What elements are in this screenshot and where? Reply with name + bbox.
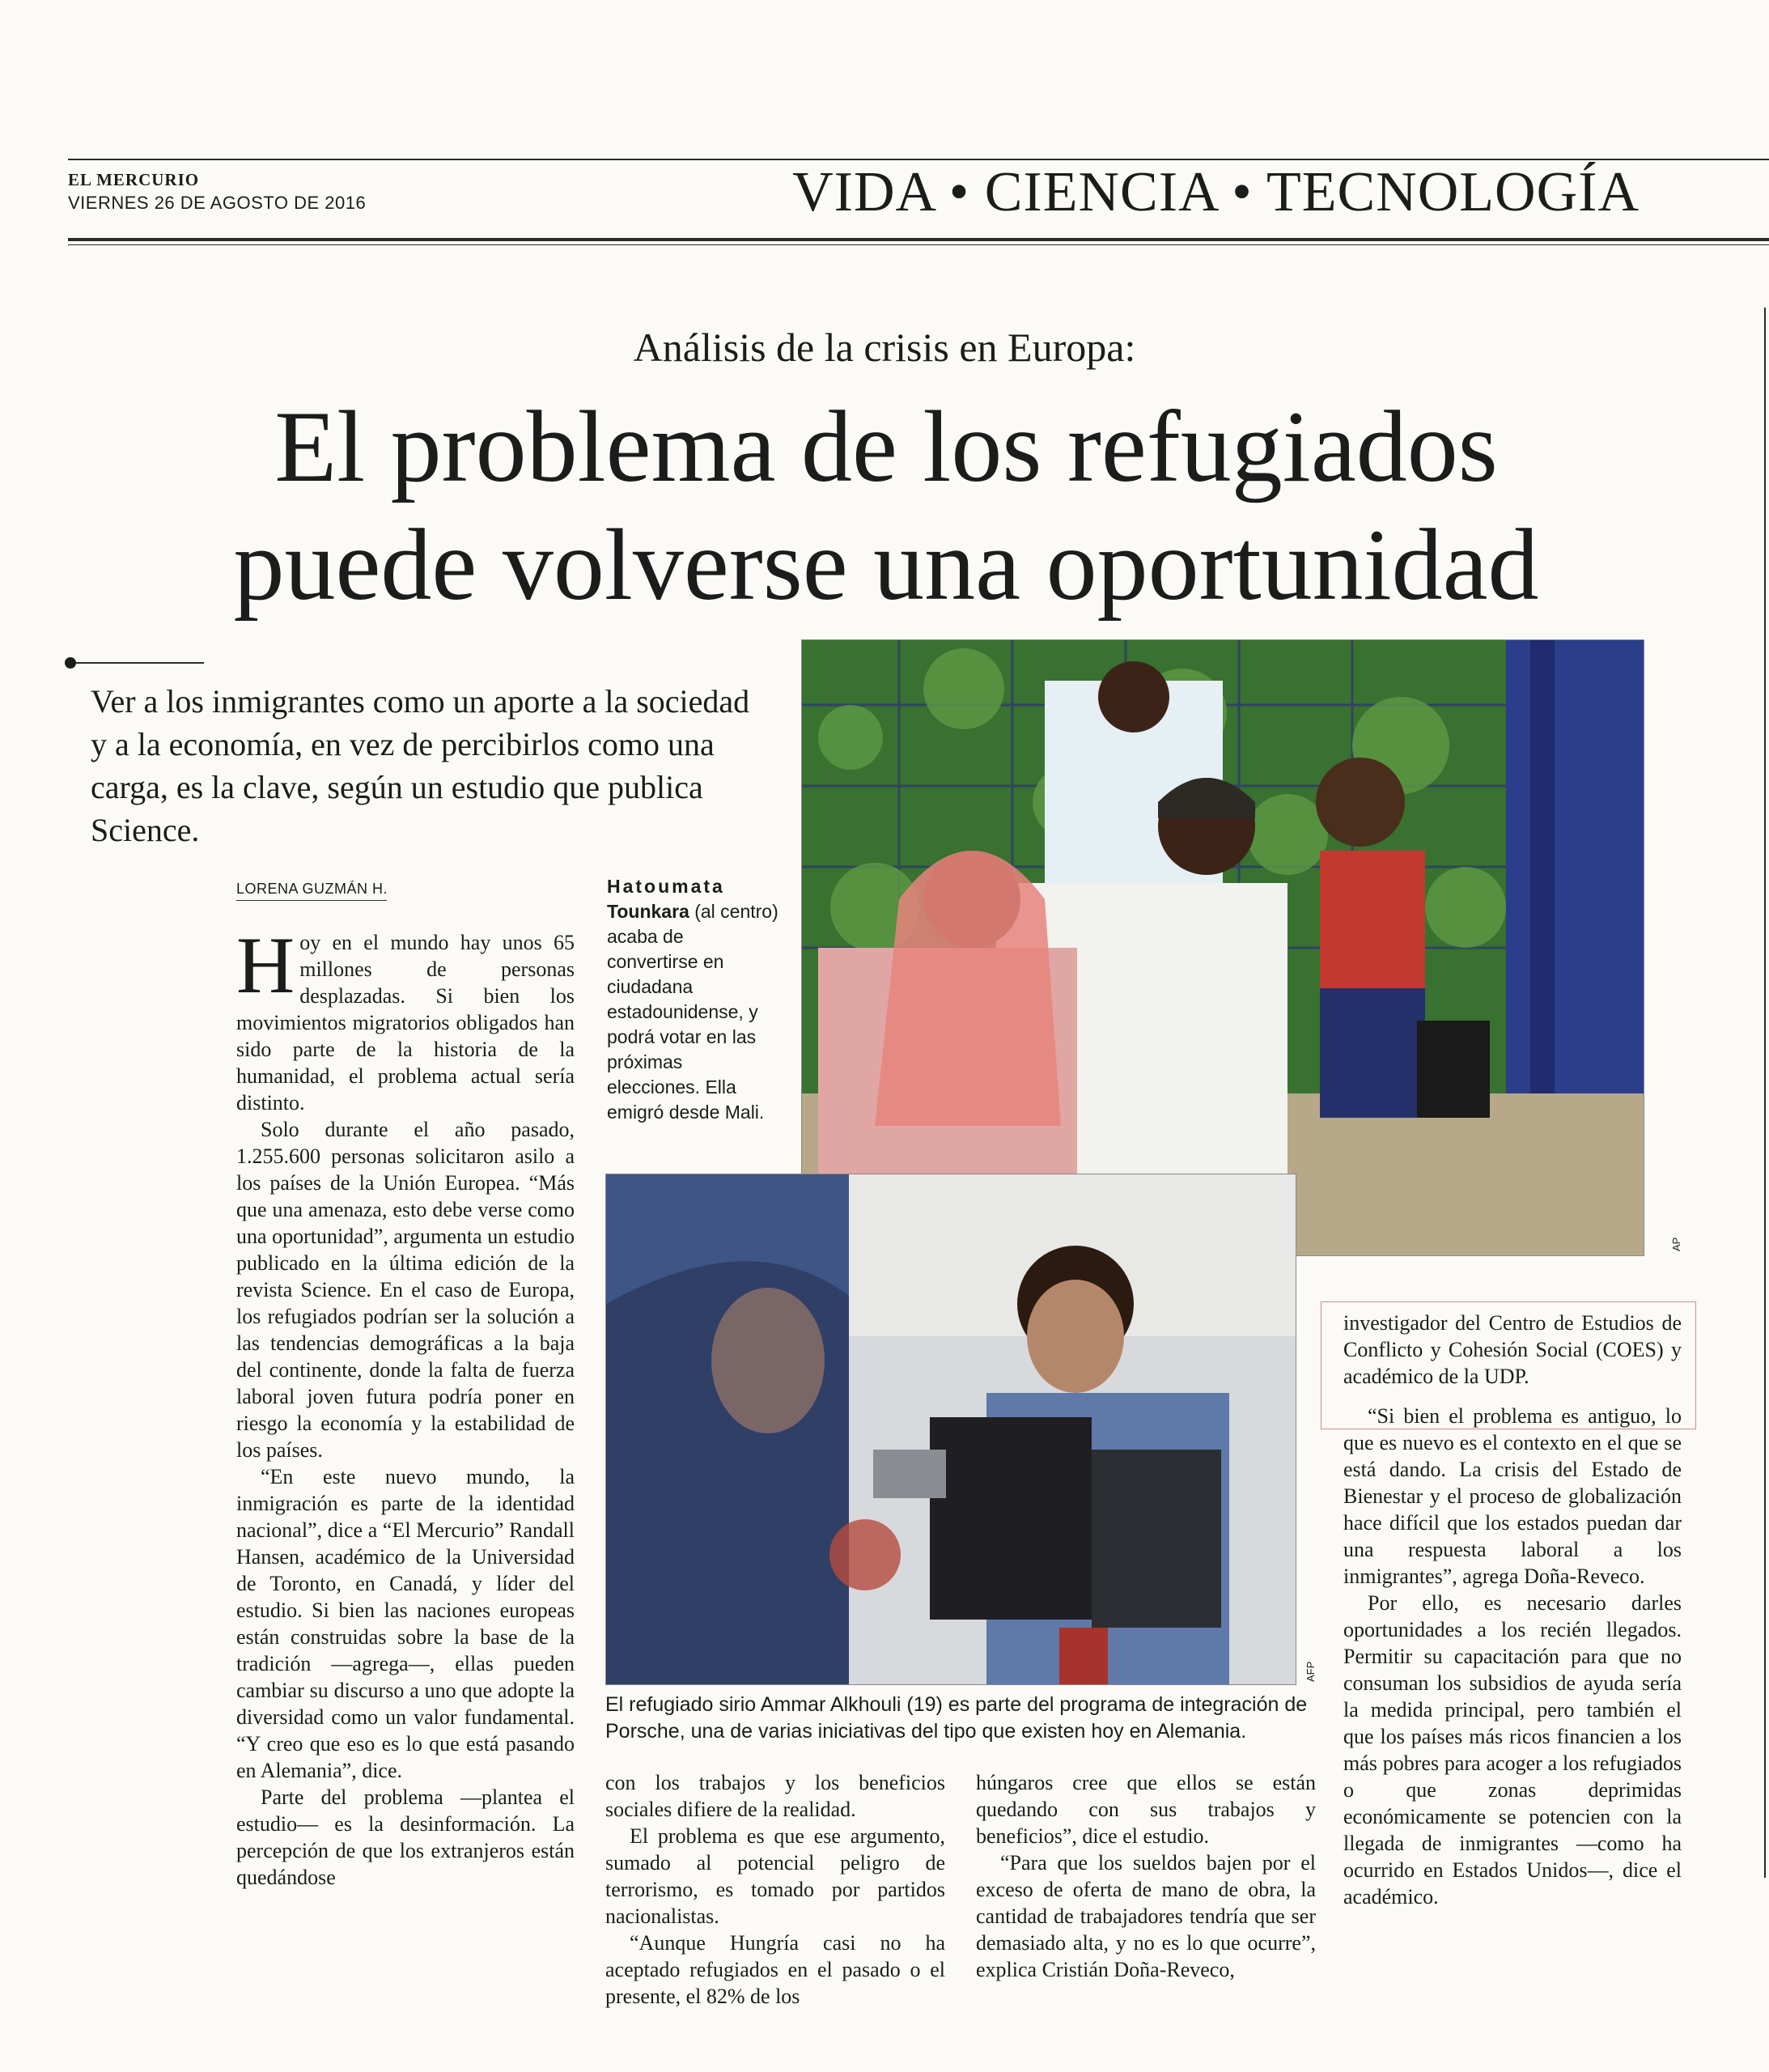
photo-family-image: [802, 640, 1644, 1255]
headline: [65, 388, 1707, 625]
paragraph-4: Parte del problema —plantea el estudio— es la desinformación. La percepción de que los extranjeros están quedándose: [236, 1785, 575, 1889]
photo-2-credit: AFP: [1304, 1661, 1317, 1682]
kicker: Análisis de la crisis en Europa:: [633, 325, 1136, 370]
photo-1-credit: AP: [1670, 1237, 1682, 1251]
paragraph-3: “En este nuevo mundo, la inmigración es parte de la identidad nacional”, dice a “El Mercurio” Randall Hansen, académico de la Universidad de Toronto, en Canadá, y líder del estudio. Si bien las naciones europeas están construidas sobre la base de la tradición —agrega—, ellas pueden cambiar su discurso a uno que adopte la diversidad como un valor fundamental. “Y creo que eso es lo que está pasando en Alemania”, dice.: [236, 1465, 575, 1782]
byline: LORENA GUZMÁN H.: [236, 881, 388, 897]
column-3: [976, 1769, 1316, 1983]
col2-paragraph-1: con los trabajos y los beneficios sociales difiere de la realidad.: [605, 1771, 945, 1821]
lede-rule: [76, 662, 204, 664]
col3-paragraph-1: húngaros cree que ellos se están quedando con sus trabajos y beneficios”, dice el estudio.: [976, 1771, 1316, 1848]
caption-text: (al centro) acaba de convertirse en ciudadana estadounidense, y podrá votar en las próximas elecciones. Ella emigró desde Mali.: [607, 901, 778, 1123]
edition-date: VIERNES 26 DE AGOSTO DE 2016: [68, 193, 367, 213]
paragraph-2: Solo durante el año pasado, 1.255.600 personas solicitaron asilo a los países de la Unión Europea. “Más que una amenaza, esto debe verse como una oportunidad”, argumenta un estudio publicado en la última edición de la revista Science. En el caso de Europa, los refugiados podrían ser la solución a las tendencias demográficas a la baja del continente, donde la falta de fuerza laboral joven futura podría poner en riesgo la economía y la estabilidad de los países.: [236, 1118, 575, 1462]
photo-2-caption: El refugiado sirio Ammar Alkhouli (19) es parte del programa de integración de Porsche, una de varias iniciativas del tipo que existen hoy en Alemania.: [605, 1693, 1308, 1743]
photo-workshop: [605, 1174, 1296, 1685]
caption-name-first: Hatoumata: [607, 876, 725, 897]
paragraph-1: [236, 920, 575, 1116]
headline-line-1: El problema de los refugiados: [274, 391, 1498, 503]
masthead-rule-thick: [68, 238, 1769, 241]
column-2: [605, 1769, 945, 2010]
col2-paragraph-2: El problema es que ese argumento, sumado al potencial peligro de terrorismo, es tomado por partidos nacionalistas.: [605, 1824, 945, 1928]
section-title: VIDA • CIENCIA • TECNOLOGÍA: [792, 161, 1640, 223]
bullet-dot: [65, 657, 76, 669]
column-4: [1343, 1310, 1682, 1910]
column-1: [236, 920, 575, 1891]
right-margin-rule: [1764, 308, 1766, 1878]
byline-rule: [236, 900, 387, 901]
col4-boxed-paragraph: investigador del Centro de Estudios de Conflicto y Cohesión Social (COES) y académico de la UDP.: [1343, 1311, 1682, 1388]
photo-family: [801, 639, 1644, 1256]
paragraph-1-text: oy en el mundo hay unos 65 millones de personas desplazadas. Si bien los movimientos migratorios obligados han sido parte de la historia de la humanidad, el problema actual sería distinto.: [236, 931, 575, 1115]
newspaper-brand: EL MERCURIO: [68, 170, 200, 189]
col4-paragraph-1: “Si bien el problema es antiguo, lo que es nuevo es el contexto en el que se está dando. La crisis del Estado de Bienestar y el proceso de globalización hace difícil que los estados puedan dar una respuesta laboral a los inmigrantes”, agrega Doña-Reveco.: [1343, 1404, 1682, 1588]
photo-1-caption: [607, 874, 778, 1125]
photo-workshop-image: [606, 1174, 1296, 1684]
caption-name-last: Tounkara: [607, 901, 689, 922]
lede: Ver a los inmigrantes como un aporte a la sociedad y a la economía, en vez de percibirlos como una carga, es la clave, según un estudio que publica Science.: [91, 683, 750, 848]
col3-paragraph-2: “Para que los sueldos bajen por el exceso de oferta de mano de obra, la cantidad de trabajadores tendría que ser demasiado alta, y no es lo que ocurre”, explica Cristián Doña-Reveco,: [976, 1851, 1316, 1981]
col4-paragraph-2: Por ello, es necesario darles oportunidades a los recién llegados. Permitir su capacitación para que no consuman los subsidios de ayuda sería la medida principal, pero también el que los países más ricos financien a los más pobres para acoger a los refugiados o que zonas deprimidas económicamente se potencien con la llegada de inmigrantes —como ha ocurrido en Estados Unidos—, dice el académico.: [1343, 1591, 1682, 1909]
headline-line-2: puede volverse una oportunidad: [233, 509, 1539, 622]
col2-paragraph-3: “Aunque Hungría casi no ha aceptado refugiados en el pasado o el presente, el 82% de los: [605, 1931, 945, 2008]
drop-cap: H: [236, 920, 295, 1010]
masthead-rule-thin: [68, 244, 1769, 245]
